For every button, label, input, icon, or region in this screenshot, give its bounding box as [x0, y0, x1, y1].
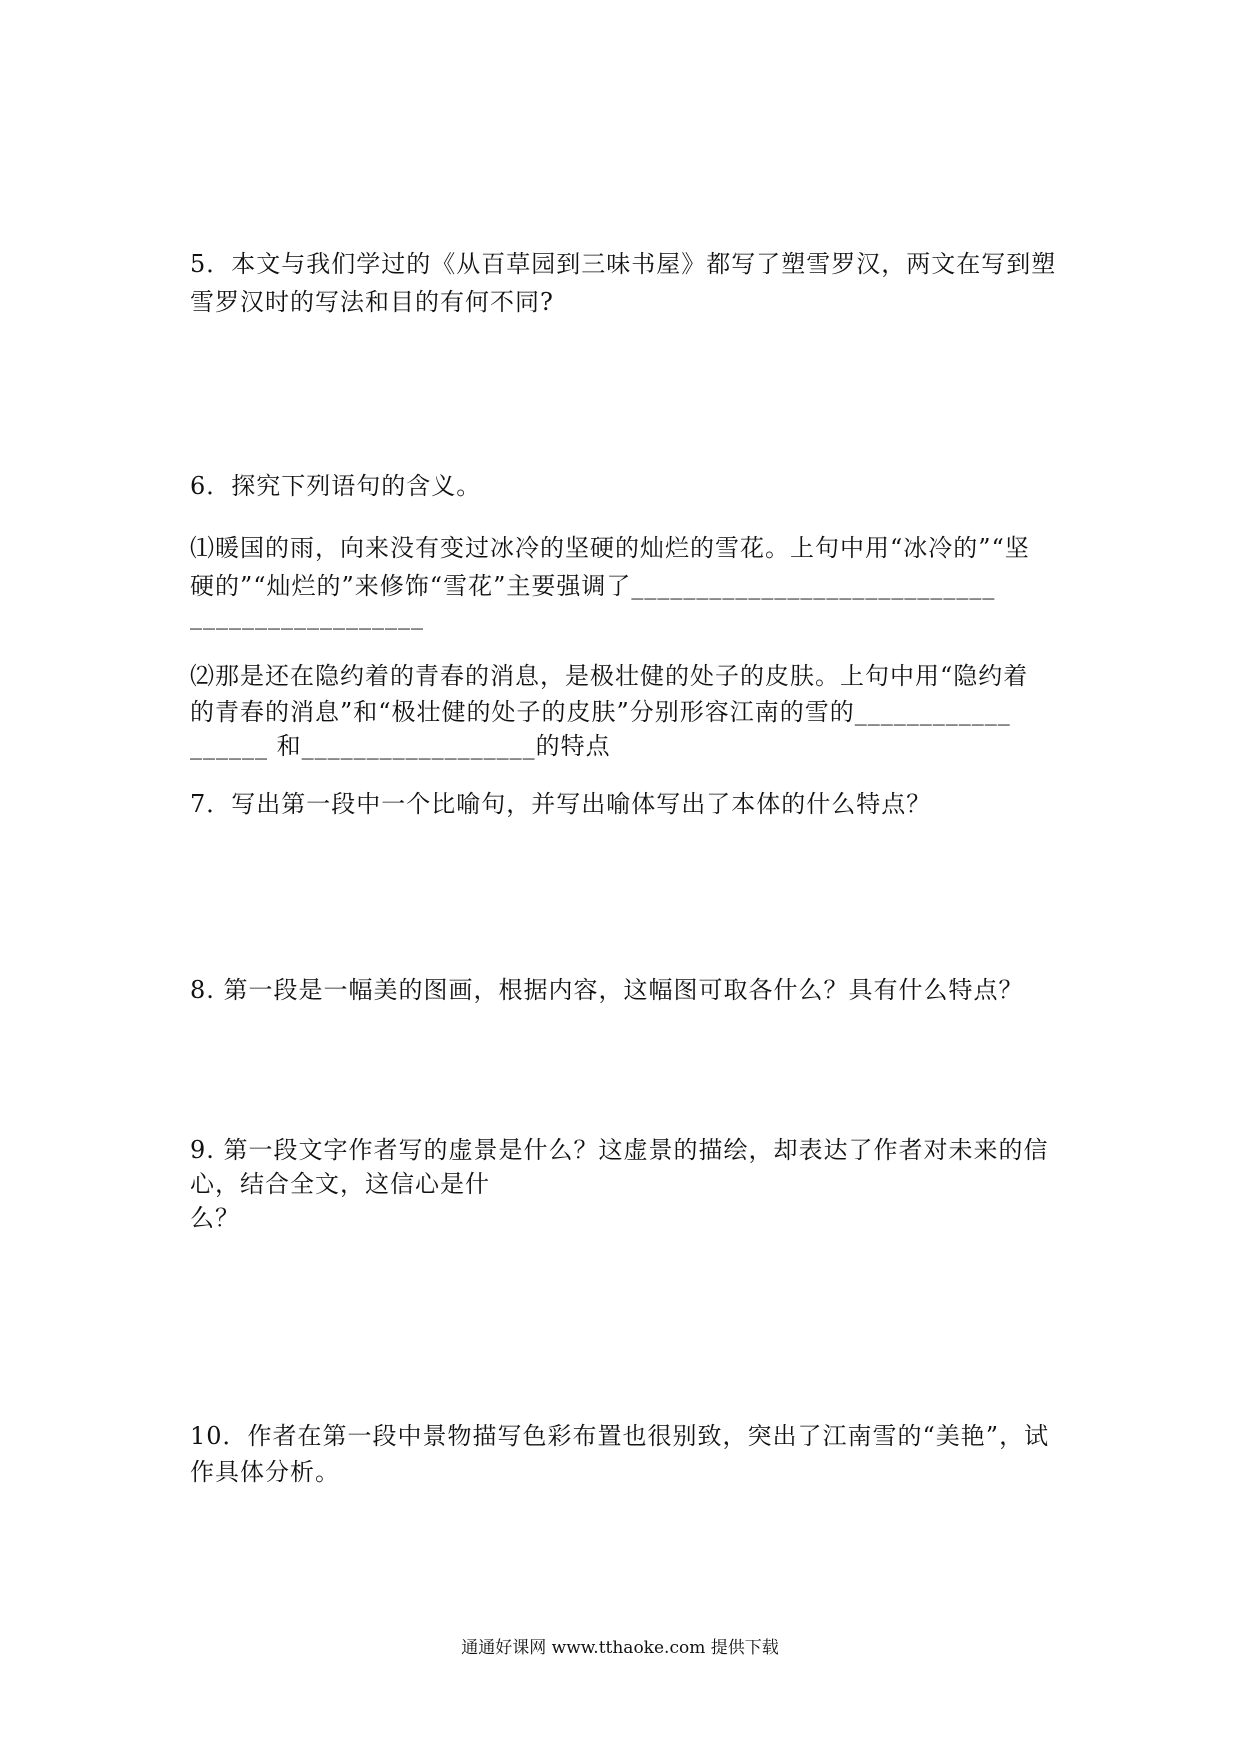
q6-part2-line-1: ⑵那是还在隐约着的青春的消息，是极壮健的处子的皮肤。上句中用“隐约着: [190, 662, 1029, 690]
q8-line-1: 8. 第一段是一幅美的图画，根据内容，这幅图可取各什么？具有什么特点？: [190, 976, 1024, 1004]
page-footer: 通通好课网 www.tthaoke.com 提供下载: [461, 1638, 779, 1658]
q6-part2-line-3: ______ 和__________________的特点: [190, 732, 611, 760]
q9-line-1: 9. 第一段文字作者写的虚景是什么？这虚景的描绘，却表达了作者对未来的信: [190, 1136, 1049, 1164]
q9-line-2: 心，结合全文，这信心是什: [190, 1170, 490, 1198]
q6-part1-line-1: ⑴暖国的雨，向来没有变过冰冷的坚硬的灿烂的雪花。上句中用“冰冷的”“坚: [190, 534, 1030, 562]
q6-intro: 6．探究下列语句的含义。: [190, 472, 482, 500]
q10-line-1: 10．作者在第一段中景物描写色彩布置也很别致，突出了江南雪的“美艳”，试: [190, 1422, 1050, 1450]
q10-line-2: 作具体分析。: [190, 1458, 340, 1486]
q6-part1-line-3: __________________: [190, 602, 424, 630]
q9-line-3: 么？: [190, 1204, 240, 1232]
q7-line-1: 7．写出第一段中一个比喻句，并写出喻体写出了本体的什么特点？: [190, 790, 932, 818]
q5-line-2: 雪罗汉时的写法和目的有何不同?: [190, 288, 554, 316]
q5-line-1: 5．本文与我们学过的《从百草园到三味书屋》都写了塑雪罗汉，两文在写到塑: [190, 250, 1057, 278]
q6-part1-line-2: 硬的”“灿烂的”来修饰“雪花”主要强调了____________________________: [190, 572, 996, 600]
q6-part2-line-2: 的青春的消息”和“极壮健的处子的皮肤”分别形容江南的雪的____________: [190, 698, 1011, 726]
